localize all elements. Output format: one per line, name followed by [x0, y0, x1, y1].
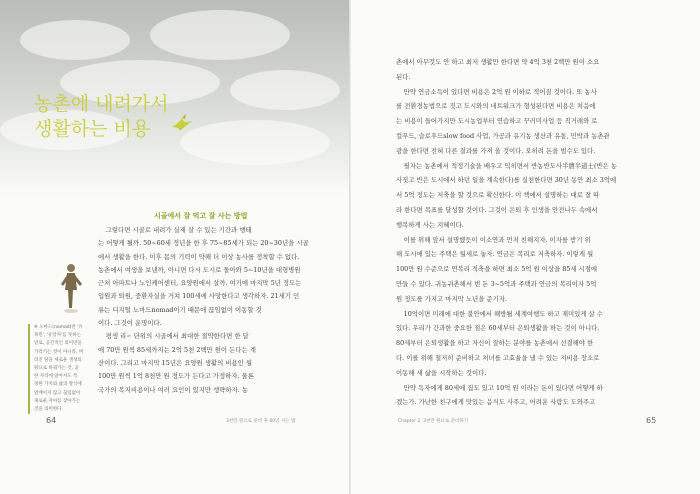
sidenote-line: 정한 가치와 삶의 방식에: [34, 382, 82, 388]
text-line: 된다.: [396, 72, 411, 81]
text-line: 있다. 우리가 간과한 중요한 점은 60세부터 은퇴생활을 하는 것이 아니다.: [396, 324, 600, 333]
sidenote-line: 려진 땅을 새로운 생성의: [34, 357, 82, 363]
sidenote-line: 목민', '유랑자'를 뜻하는: [34, 333, 82, 339]
sidenote-line: 말로, 공간적인 의미만을: [34, 341, 82, 347]
sidenote-line: 것을 의미한다.: [34, 407, 63, 413]
text-line: 만약 연금소득이 있다면 비용은 2억 원 이하로 적어질 것이다. 또 농사: [403, 87, 597, 96]
text-line: 류는 디지털 노마드nomad이기 때문에 끊임없이 이동할 것: [98, 305, 262, 314]
text-line: 이를 위해 앞서 설명했듯이 이소연과 먼저 친해지자. 이자를 받기 위: [403, 235, 591, 244]
text-line: 는 어떻게 될까. 50~60세 정년을 한 후 75~85세가 되는 20~30년을 시골: [98, 239, 309, 248]
text-line: 농촌에서 여생을 보낸까, 아니면 다시 도시로 돌아와 5~10년을 대형병원: [98, 265, 301, 274]
walking-person-icon: [58, 262, 84, 314]
chapter-title-line1: 농촌에 내려가서: [34, 93, 169, 115]
chapter-title: [34, 92, 169, 142]
text-line: 만들 수 있다. 귀농귀촌해서 번 돈 3~5억과 주택과 연금의 복리이자 5억: [396, 279, 597, 288]
text-line: 필자는 농촌에서 적정기술을 배우고 익히면서 반농반도사半農半道士(반은 농: [403, 161, 617, 170]
text-line: 국가의 복지비용이나 여러 요인이 있지만 생략하자. 농: [98, 385, 249, 394]
left-body-text: [98, 224, 324, 397]
running-head-right: Chapter 2. 3천만 원으로 준비하기: [398, 419, 468, 424]
page-number-left: 64: [46, 416, 57, 425]
left-page: [0, 0, 349, 494]
sidenote-line: 가리키는 것이 아니라, 버: [34, 349, 84, 355]
text-line: 해 도시에 있는 주택은 월세로 놓자. 연금은 복리로 저축하자. 이렇게 월: [396, 250, 594, 259]
right-page: [351, 0, 700, 494]
text-line: 는 비용이 들어가지만 도시농업부터 연습하고 꾸러미사업 등 직거래와 로: [396, 117, 598, 126]
text-line: 만약 독자에게 80세에 집도 있고 10억 원 이라는 돈이 있다면 어떻게 하: [403, 383, 603, 392]
sidenote-line: 한 자리에 앉아서도 특: [34, 374, 78, 380]
text-line: 이다. 그것이 운명이다.: [98, 319, 162, 328]
sidenote-line: 땅으로 바꿔가는 것, 곧: [34, 366, 79, 372]
sidenote-line: 얽매이지 않고 끊임없이: [34, 390, 81, 396]
text-line: 근처 아파트나 노인케어센터, 요양원에서 살까. 여기에 마지막 5년 정도는: [98, 279, 302, 288]
bird-icon: [170, 113, 194, 133]
text-line: 행복하게 사는 지혜이다.: [396, 220, 464, 229]
section-heading: 시골에서 잘 먹고 잘 사는 방법: [154, 212, 248, 220]
text-line: 겠는가. 가난한 친구에게 맛있는 음식도 사주고, 어려운 사람도 도와주고: [396, 398, 596, 407]
sidenote-line: 새로운 자아를 찾아가는: [34, 398, 81, 404]
text-line: 서 5억 정도는 저축을 할 것으로 확신한다. 이 책에서 설명하는 대로 잘 따: [396, 191, 600, 200]
page-number-right: 65: [646, 416, 657, 425]
text-line: 광을 한다면 전혀 다른 결과를 가져 올 것이다. 오히려 돈을 벌수도 있다.: [396, 146, 596, 155]
text-line: 80세부터 은퇴생활을 하고 자신이 잘하는 분야를 농촌에서 선결해야 한: [396, 339, 594, 348]
chapter-title-line2: 생활하는 비용: [34, 118, 151, 140]
text-line: 입원과 퇴원, 중환자실을 거쳐 100세에 사망한다고 생각하자. 21세기 인: [98, 292, 300, 301]
text-line: 10억이면 미래에 대한 불안에서 해방될 세계여행도 하고 재미있게 살 수: [403, 309, 603, 318]
text-line: 컬푸드, 슬로푸드slow food 사업, 가공과 유기농 생산과 유통, 민박과 농촌관: [396, 131, 610, 140]
text-line: 라 한다면 목표를 달성할 것이다. 그것이 은퇴 후 인생을 안전나두 속에서: [396, 205, 598, 214]
text-line: 100만 원 수준으로 연복리 적축을 하면 최소 5억 원 이상을 85세 시점에: [396, 265, 598, 274]
right-body-text: [396, 55, 636, 410]
sidenote-line: ※ 노마드(nomad)란 '유: [34, 325, 83, 330]
text-line: 를 전환경농법으로 짓고 도시와의 네트워크가 형성된다면 비용은 처음에: [396, 102, 596, 111]
text-line: 사짓고 반은 도시에서 하던 일을 계속한다)를 실천한다면 30년 동안 최소 3억에: [396, 176, 617, 185]
text-line: 에서 생활을 한다. 이후 몸의 기력이 약해 더 이상 농사를 정착할 수 없다.: [98, 252, 300, 261]
sidenote: [28, 324, 92, 414]
text-line: 그렇다면 시골로 내려가 실제 살 수 있는 기간과 행태: [105, 226, 252, 234]
text-line: 다. 이를 위해 철저히 준비하고 처녀를 고효율을 낼 수 있는 저비용 장소로: [396, 353, 600, 362]
text-line: 에 70만 원씩 85세까지는 2억 5천 2백만 원이 든다는 계: [98, 345, 256, 354]
text-line: 이동해 새 삶을 시작하는 것이다.: [396, 368, 487, 377]
text-line: 평생 리∽ 단위의 시골에서 최대한 절약한다면 한 달: [105, 332, 249, 341]
text-line: 원 정도를 가지고 마지막 노년을 준기자.: [396, 294, 507, 303]
text-line: 산이다. 그리고 마지막 15년은 요양원 생활의 비용인 월: [98, 358, 253, 367]
text-line: 100만 원씩 1억 8천만 원 정도가 든다고 가정하자. 물론: [98, 372, 254, 381]
running-head-left: 3천만 원으로 준비 후 60년 사는 법: [226, 419, 296, 424]
text-line: 촌에서 아무것도 안 하고 최저 생활만 한다면 약 4억 3천 2백만 원이 소요: [396, 58, 600, 66]
